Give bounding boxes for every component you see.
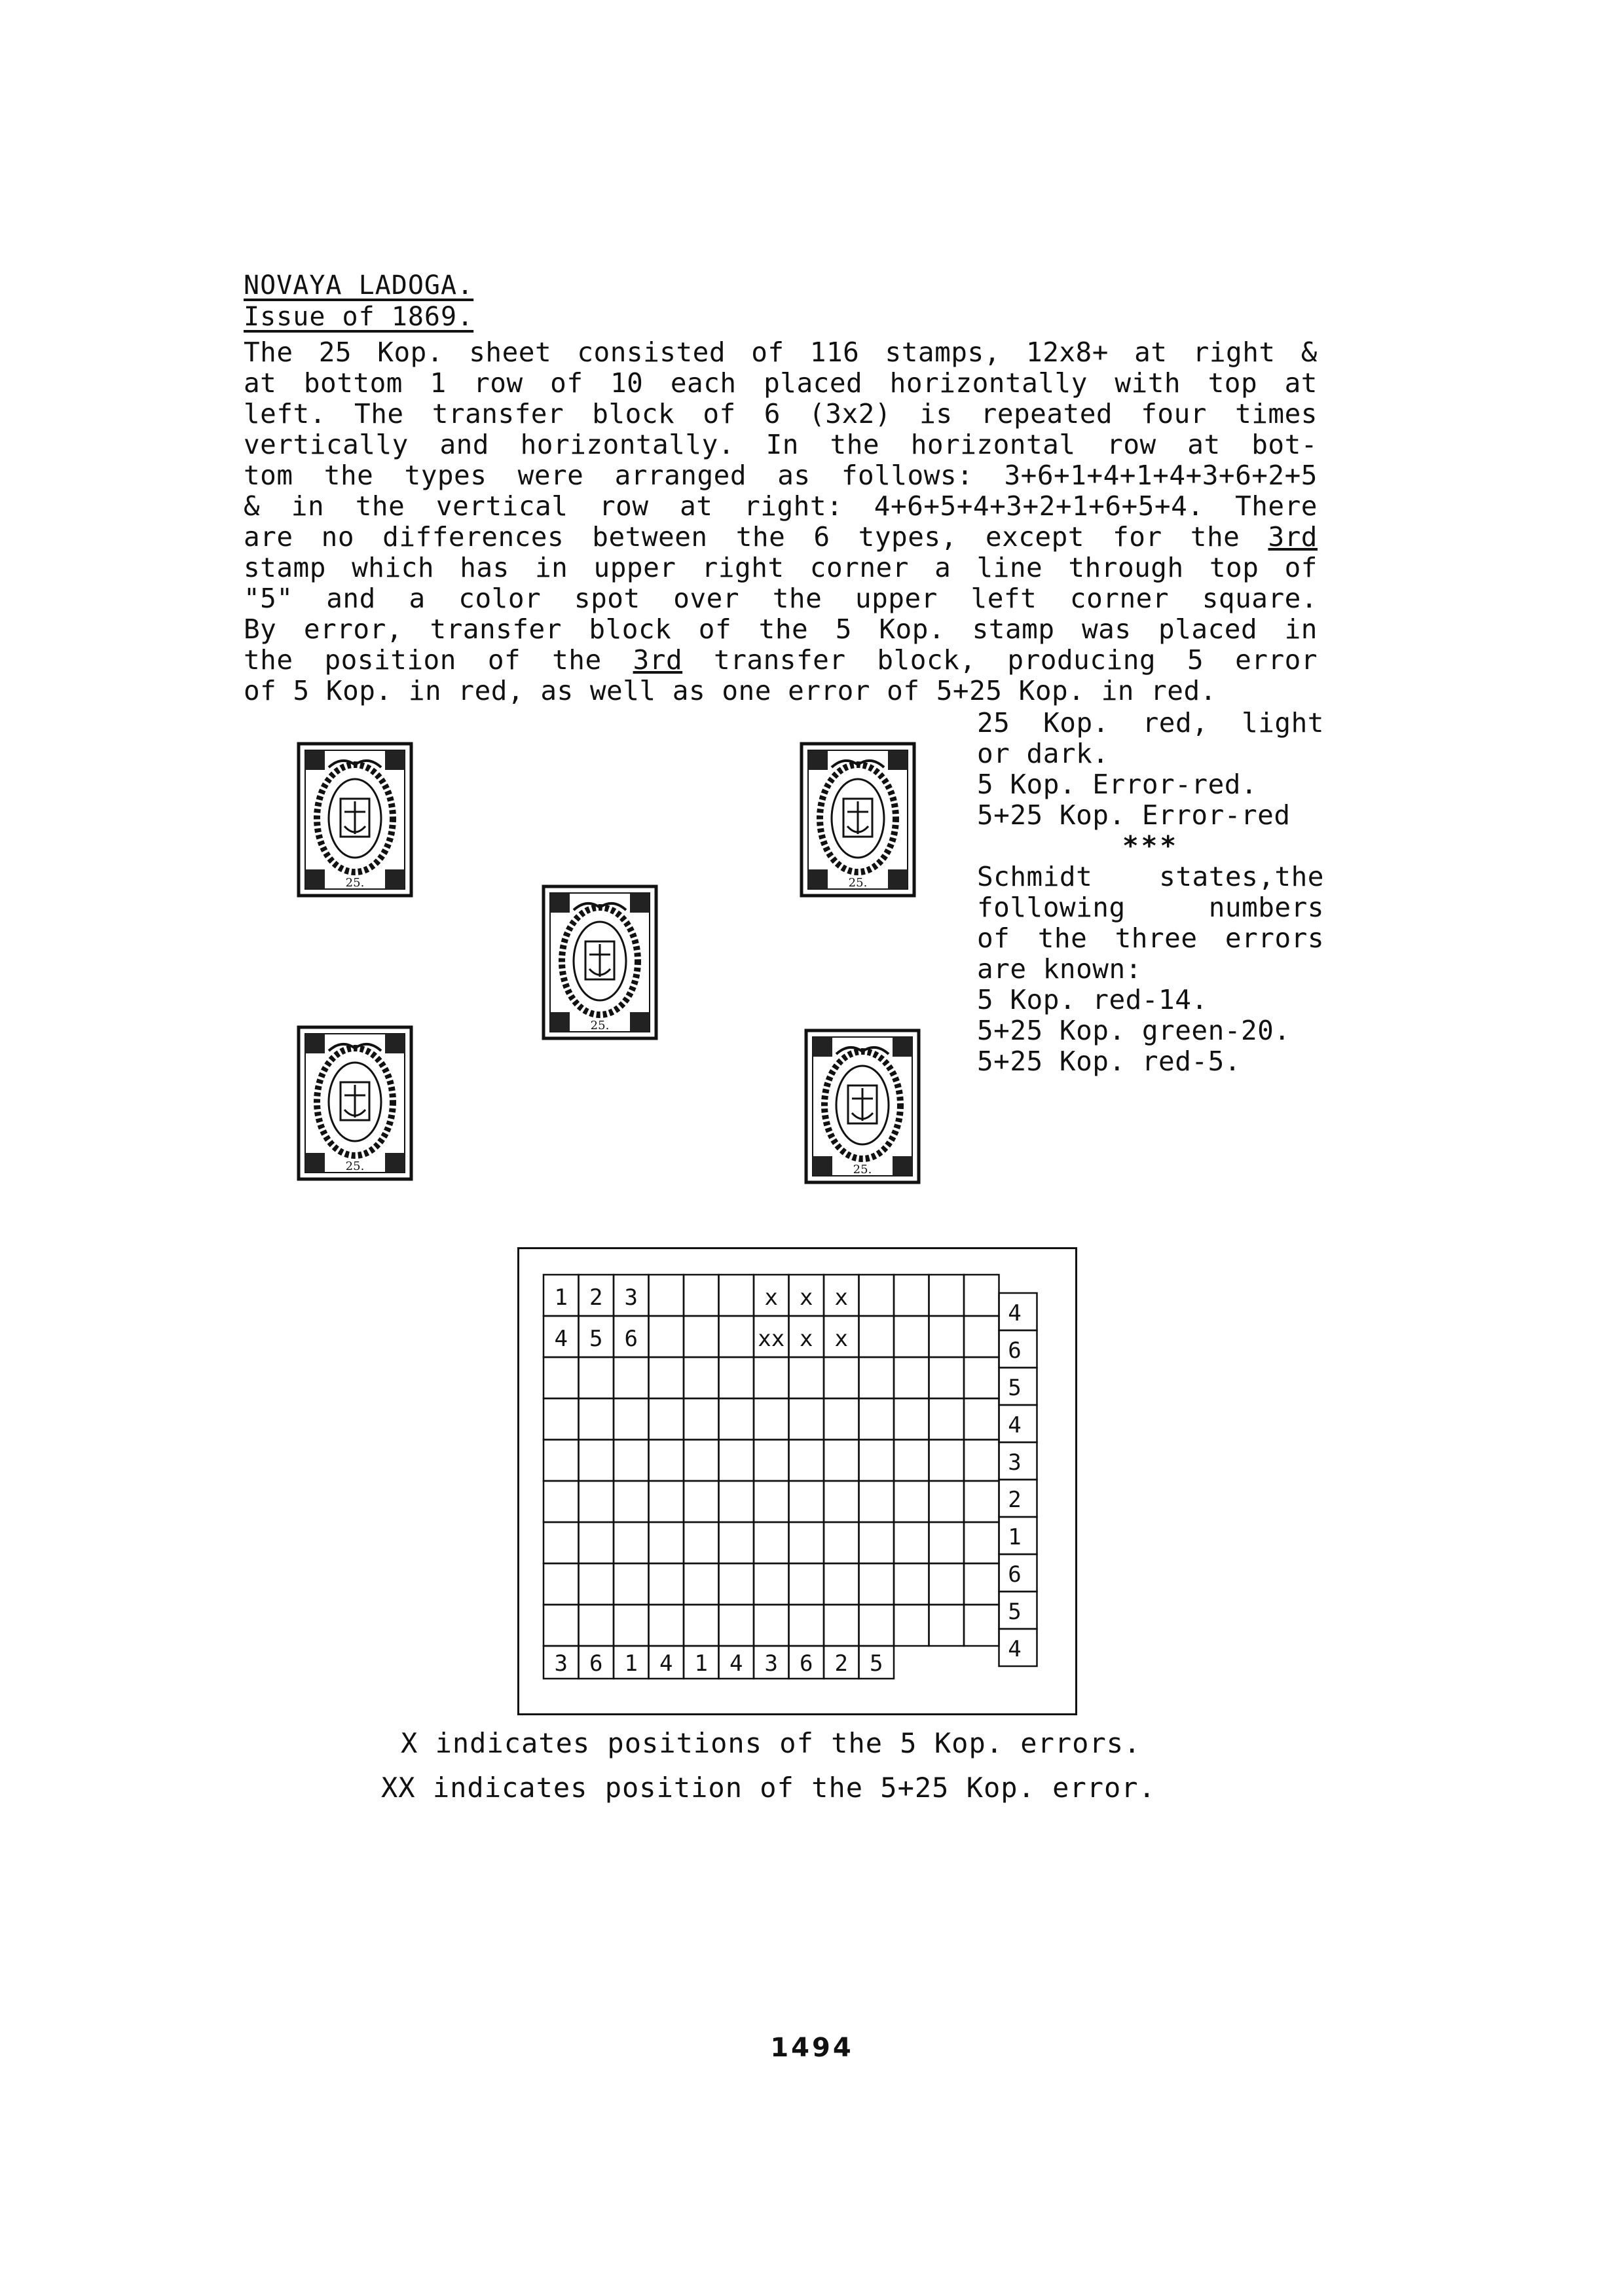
sheet-cell <box>684 1563 719 1605</box>
stamp-corner-square <box>305 1034 325 1053</box>
error-mark: x <box>834 1285 848 1311</box>
side-note-line: 5+25 Kop. green-20. <box>977 1015 1291 1046</box>
stamp-corner-square <box>385 1153 405 1173</box>
right-column-label: 6 <box>1008 1561 1022 1588</box>
sheet-cell <box>964 1522 999 1563</box>
stamp-svg <box>541 884 659 1041</box>
error-mark: x <box>800 1285 813 1311</box>
body-line <box>244 645 1318 676</box>
sheet-cell <box>719 1563 754 1605</box>
sheet-cell <box>964 1563 999 1605</box>
error-mark: x <box>834 1326 848 1352</box>
sheet-cell <box>684 1481 719 1522</box>
sheet-cell <box>824 1398 859 1440</box>
stamp-image <box>799 741 917 898</box>
ordinal-underlined: 3rd <box>633 644 683 676</box>
sheet-cell <box>964 1275 999 1316</box>
sheet-cell <box>719 1316 754 1357</box>
sheet-cell <box>964 1481 999 1522</box>
sheet-cell <box>964 1398 999 1440</box>
sheet-cell <box>684 1605 719 1646</box>
stamp-denomination: 25. <box>848 876 868 890</box>
sheet-cell <box>649 1605 684 1646</box>
sheet-cell <box>719 1481 754 1522</box>
sheet-cell <box>859 1522 895 1563</box>
stamp-corner-square <box>808 869 828 889</box>
stamp-corner-square <box>893 1037 912 1057</box>
sheet-cell <box>614 1563 649 1605</box>
sheet-cell <box>579 1605 614 1646</box>
sheet-cell <box>754 1605 789 1646</box>
body-line: left. The transfer block of 6 (3x2) is repeated four times <box>244 398 1318 429</box>
body-line-text: the position of the <box>244 644 633 676</box>
side-note-line: following numbers <box>977 892 1324 923</box>
sheet-cell <box>649 1316 684 1357</box>
side-note-line: Schmidt states,the <box>977 861 1324 892</box>
bottom-row-label: 3 <box>554 1650 568 1677</box>
sheet-cell <box>964 1357 999 1398</box>
side-note-line: are known: <box>977 953 1142 985</box>
stamp-corner-square <box>305 750 325 770</box>
error-mark: x <box>764 1285 778 1311</box>
right-column-label: 1 <box>1008 1524 1022 1550</box>
sheet-cell <box>684 1440 719 1481</box>
sheet-cell <box>964 1440 999 1481</box>
sheet-cell <box>789 1398 824 1440</box>
sheet-cell <box>789 1605 824 1646</box>
sheet-cell <box>859 1316 895 1357</box>
sheet-cell <box>929 1563 965 1605</box>
side-note-line: of the three errors <box>977 922 1324 954</box>
transfer-type-label: 4 <box>554 1326 568 1352</box>
sheet-cell <box>929 1357 965 1398</box>
body-line: tom the types were arranged as follows: 3+6+1+4+1+4+3+6+2+5 <box>244 460 1318 491</box>
transfer-type-label: 1 <box>554 1285 568 1311</box>
sheet-cell <box>894 1357 929 1398</box>
sheet-cell <box>649 1563 684 1605</box>
bottom-row-label: 1 <box>694 1650 708 1677</box>
sheet-cell <box>719 1398 754 1440</box>
right-column-label: 4 <box>1008 1636 1022 1662</box>
sheet-cell <box>824 1563 859 1605</box>
sheet-cell <box>649 1275 684 1316</box>
side-note-line: 25 Kop. red, light <box>977 707 1324 738</box>
sheet-cell <box>754 1398 789 1440</box>
sheet-cell <box>824 1357 859 1398</box>
sheet-cell <box>544 1522 579 1563</box>
sheet-cell <box>579 1440 614 1481</box>
sheet-cell <box>894 1275 929 1316</box>
right-column-label: 4 <box>1008 1300 1022 1326</box>
sheet-cell <box>894 1440 929 1481</box>
sheet-cell <box>894 1316 929 1357</box>
sheet-cell <box>649 1398 684 1440</box>
page-title: NOVAYA LADOGA. <box>244 270 474 301</box>
sheet-cell <box>719 1605 754 1646</box>
stamp-corner-square <box>813 1156 832 1176</box>
side-notes <box>977 708 1324 1077</box>
sheet-cell <box>544 1440 579 1481</box>
sheet-cell <box>719 1357 754 1398</box>
sheet-cell <box>614 1357 649 1398</box>
sheet-cell <box>929 1481 965 1522</box>
sheet-cell <box>859 1563 895 1605</box>
sheet-cell <box>824 1481 859 1522</box>
stamp-corner-square <box>813 1037 832 1057</box>
sheet-cell <box>964 1316 999 1357</box>
sheet-cell <box>544 1605 579 1646</box>
body-line: "5" and a color spot over the upper left corner square. <box>244 583 1318 614</box>
body-line: stamp which has in upper right corner a line through top of <box>244 552 1318 583</box>
sheet-cell <box>649 1481 684 1522</box>
sheet-cell <box>859 1398 895 1440</box>
sheet-diagram <box>542 1273 1022 1692</box>
sheet-cell <box>859 1440 895 1481</box>
stamp-corner-square <box>305 869 325 889</box>
side-note-line: or dark. <box>977 738 1109 769</box>
sheet-cell <box>614 1605 649 1646</box>
sheet-cell <box>929 1605 965 1646</box>
stamp-image <box>296 741 414 898</box>
sheet-cell <box>719 1522 754 1563</box>
stamp-corner-square <box>893 1156 912 1176</box>
body-line <box>244 522 1318 553</box>
sheet-cell <box>894 1563 929 1605</box>
sheet-cell <box>789 1357 824 1398</box>
sheet-cell <box>614 1398 649 1440</box>
sheet-cell <box>789 1481 824 1522</box>
stamp-svg <box>799 741 917 898</box>
xx-legend-note: XX indicates position of the 5+25 Kop. error. <box>381 1772 1156 1804</box>
sheet-cell <box>544 1563 579 1605</box>
sheet-cell <box>894 1522 929 1563</box>
stamp-corner-square <box>888 869 908 889</box>
sheet-cell <box>929 1316 965 1357</box>
sheet-cell <box>789 1522 824 1563</box>
stamp-corner-square <box>808 750 828 770</box>
stamp-corner-square <box>630 893 650 913</box>
bottom-row-label: 4 <box>659 1650 673 1677</box>
sheet-cell <box>684 1357 719 1398</box>
stamp-corner-square <box>385 1034 405 1053</box>
page-number: 1494 <box>770 2033 854 2063</box>
sheet-cell <box>754 1357 789 1398</box>
body-paragraph <box>244 337 1318 706</box>
stamp-corner-square <box>305 1153 325 1173</box>
transfer-type-label: 3 <box>624 1285 638 1311</box>
sheet-cell <box>649 1357 684 1398</box>
stamp-svg <box>296 741 414 898</box>
stamp-image <box>541 884 659 1041</box>
issue-subtitle: Issue of 1869. <box>244 302 474 332</box>
transfer-type-label: 2 <box>589 1285 603 1311</box>
sheet-cell <box>579 1357 614 1398</box>
bottom-row-label: 5 <box>870 1650 883 1677</box>
stamp-denomination: 25. <box>590 1019 610 1032</box>
x-legend-note: X indicates positions of the 5 Kop. errors. <box>401 1727 1141 1759</box>
sheet-cell <box>579 1522 614 1563</box>
bottom-row-label: 4 <box>729 1650 743 1677</box>
sheet-cell <box>824 1605 859 1646</box>
right-column-label: 5 <box>1008 1599 1022 1625</box>
sheet-cell <box>824 1522 859 1563</box>
sheet-cell <box>859 1605 895 1646</box>
sheet-cell <box>544 1357 579 1398</box>
body-line: at bottom 1 row of 10 each placed horizontally with top at <box>244 367 1318 399</box>
right-column-label: 4 <box>1008 1412 1022 1438</box>
sheet-cell <box>544 1398 579 1440</box>
sheet-cell <box>964 1605 999 1646</box>
error-mark: x <box>800 1326 813 1352</box>
sheet-cell <box>789 1563 824 1605</box>
sheet-cell <box>684 1398 719 1440</box>
sheet-cell <box>859 1357 895 1398</box>
stamp-denomination: 25. <box>853 1163 872 1176</box>
sheet-cell <box>754 1440 789 1481</box>
transfer-type-label: 5 <box>589 1326 603 1352</box>
bottom-row-label: 6 <box>589 1650 603 1677</box>
sheet-cell <box>719 1275 754 1316</box>
body-line: of 5 Kop. in red, as well as one error of 5+25 Kop. in red. <box>244 675 1217 706</box>
stamp-svg <box>803 1028 921 1185</box>
stamp-corner-square <box>550 1012 570 1032</box>
stamp-denomination: 25. <box>345 876 365 890</box>
sheet-cell <box>894 1398 929 1440</box>
sheet-diagram-svg <box>542 1273 1022 1692</box>
sheet-cell <box>649 1440 684 1481</box>
right-column-label: 6 <box>1008 1338 1022 1364</box>
side-note-line: 5+25 Kop. Error-red <box>977 799 1291 831</box>
side-note-line: 5+25 Kop. red-5. <box>977 1046 1241 1077</box>
body-line: The 25 Kop. sheet consisted of 116 stamps, 12x8+ at right & <box>244 337 1318 368</box>
stamp-corner-square <box>385 750 405 770</box>
stamp-corner-square <box>888 750 908 770</box>
stamp-image <box>803 1028 921 1185</box>
stamp-denomination: 25. <box>345 1159 365 1173</box>
sheet-cell <box>544 1481 579 1522</box>
stamp-image <box>296 1025 414 1182</box>
right-column-label: 5 <box>1008 1375 1022 1401</box>
sheet-cell <box>719 1440 754 1481</box>
right-column-label: 3 <box>1008 1449 1022 1476</box>
bottom-row-label: 3 <box>764 1650 778 1677</box>
sheet-cell <box>614 1481 649 1522</box>
sheet-cell <box>929 1522 965 1563</box>
sheet-cell <box>754 1563 789 1605</box>
error-mark: xx <box>758 1326 785 1352</box>
right-column-label: 2 <box>1008 1487 1022 1513</box>
body-line: vertically and horizontally. In the horizontal row at bot- <box>244 429 1318 460</box>
sheet-cell <box>929 1440 965 1481</box>
sheet-cell <box>894 1605 929 1646</box>
sheet-cell <box>684 1275 719 1316</box>
stamp-corner-square <box>385 869 405 889</box>
side-note-line: 5 Kop. red-14. <box>977 984 1208 1015</box>
body-line-text: are no differences between the 6 types, except for the <box>244 521 1268 553</box>
sheet-cell <box>614 1440 649 1481</box>
stamp-svg <box>296 1025 414 1182</box>
sheet-cell <box>579 1563 614 1605</box>
body-line-text: transfer block, producing 5 error <box>682 644 1318 676</box>
sheet-cell <box>894 1481 929 1522</box>
sheet-cell <box>614 1522 649 1563</box>
sheet-cell <box>824 1440 859 1481</box>
bottom-row-label: 1 <box>624 1650 638 1677</box>
body-line: & in the vertical row at right: 4+6+5+4+3+2+1+6+5+4. There <box>244 490 1318 522</box>
ordinal-underlined: 3rd <box>1268 521 1318 553</box>
sheet-cell <box>754 1481 789 1522</box>
bottom-row-label: 2 <box>834 1650 848 1677</box>
bottom-row-label: 6 <box>800 1650 813 1677</box>
sheet-cell <box>859 1481 895 1522</box>
transfer-type-label: 6 <box>624 1326 638 1352</box>
sheet-cell <box>789 1440 824 1481</box>
side-note-line: 5 Kop. Error-red. <box>977 769 1258 800</box>
stamp-corner-square <box>550 893 570 913</box>
sheet-cell <box>649 1522 684 1563</box>
body-line: By error, transfer block of the 5 Kop. stamp was placed in <box>244 613 1318 645</box>
sheet-cell <box>929 1275 965 1316</box>
sheet-cell <box>859 1275 895 1316</box>
sheet-cell <box>929 1398 965 1440</box>
sheet-cell <box>579 1398 614 1440</box>
separator-asterisks: *** <box>1122 830 1179 862</box>
sheet-cell <box>579 1481 614 1522</box>
sheet-cell <box>684 1522 719 1563</box>
sheet-cell <box>684 1316 719 1357</box>
sheet-cell <box>754 1522 789 1563</box>
stamp-corner-square <box>630 1012 650 1032</box>
